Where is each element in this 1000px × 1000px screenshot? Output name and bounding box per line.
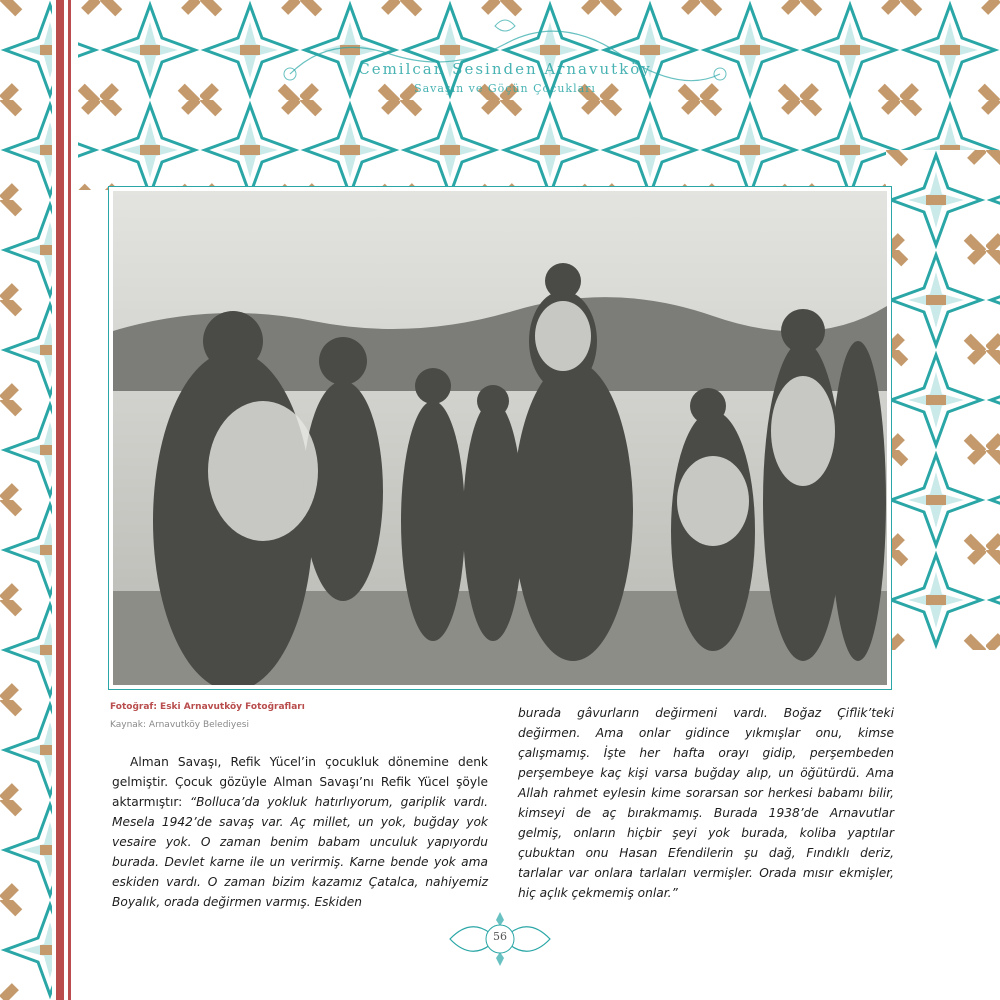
red-bar-thin — [68, 0, 71, 1000]
historical-group-photo — [113, 191, 887, 685]
right-geometric-pattern — [886, 150, 1000, 650]
header-title: Cemilcan Sesinden Arnavutköy — [358, 60, 652, 78]
page-number: 56 — [493, 930, 507, 943]
photo-caption-title: Fotoğraf: Eski Arnavutköy Fotoğrafları — [110, 702, 305, 712]
body-text-left-column — [112, 752, 488, 912]
red-bar-thick — [56, 0, 64, 1000]
quote-text-start: “Bolluca’da yokluk hatırlıyorum, gariplik vardı. Mesela 1942’de savaş var. Aç millet, un yok, buğday yok vesaire yok. O zaman benim babam unculuk yapıyordu burada. Devlet karne ile un verirmiş. Karne bende yok ama eskiden vardı. O zaman bizim kazamız Çatalca, nahiyemiz Boyalık, orada değirmen varmış. Eskiden — [112, 795, 489, 909]
intro-text: Alman Savaşı, Refik Yücel’in çocukluk dönemine denk gelmiştir. Çocuk gözüyle Alman Savaşı’nı Refik Yücel şöyle aktarmıştır: — [112, 755, 488, 809]
body-paragraph-intro — [112, 752, 488, 912]
photo-frame — [108, 186, 892, 690]
header-banner — [270, 14, 740, 104]
left-geometric-pattern — [0, 0, 52, 1000]
header-subtitle: Savaşın ve Göçün Çocukları — [414, 82, 596, 95]
body-text-right-column — [518, 703, 894, 903]
red-vertical-band — [52, 0, 78, 1000]
photo-caption-source: Kaynak: Arnavutköy Belediyesi — [110, 720, 249, 730]
quote-text-continued: burada gâvurların değirmeni vardı. Boğaz Çiflik’teki değirmen. Ama onlar gidince yıkmışlar onu, kimse çalışmamış. İşte her hafta orayı gidip, perşembeden perşembeye kaç kişi varsa buğday alıp, un öğütürdü. Ama Allah rahmet eylesin kime sorarsan sor herkesi babamı bilir, kimseyi de aç bırakmamış. Burada 1938’de Arnavutlar gelmiş, onların hiçbir şeyi yok burada, koliba yaptılar çubuktan onu Hasan Efendilerin şu dağ, Fındıklı deriz, tarlalar var onlara tarlaları vermişler. Orada mısır ekmişler, hiç açlık çekmemiş onlar.” — [518, 706, 894, 900]
